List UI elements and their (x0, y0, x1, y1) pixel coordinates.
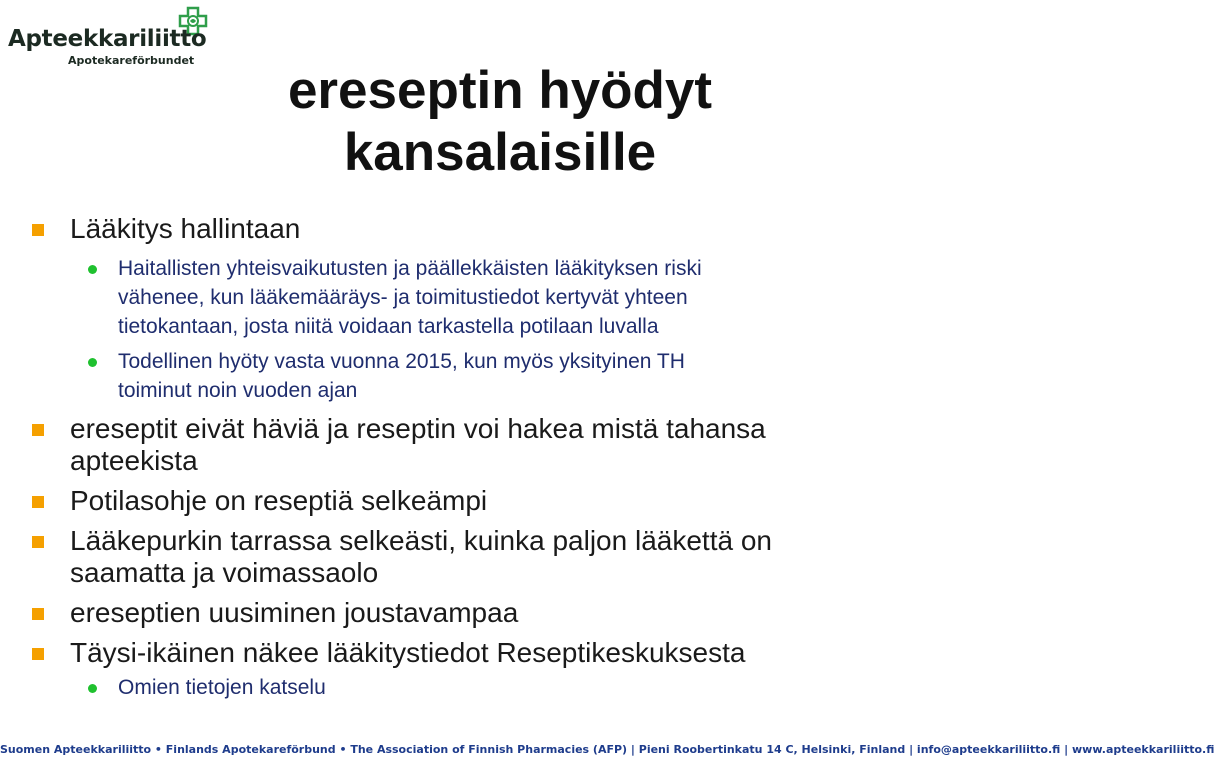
sub-bullet-text-line: Haitallisten yhteisvaikutusten ja päällekkäisten lääkityksen riski (118, 257, 702, 280)
bullet-text-line: Täysi-ikäinen näkee lääkitystiedot Reseptikeskuksesta (70, 637, 746, 668)
bullet-text-line: apteekista (70, 445, 198, 476)
bullet-text-line: ereseptien uusiminen joustavampaa (70, 597, 519, 628)
bullet-text-line: saamatta ja voimassaolo (70, 557, 379, 588)
round-bullet-icon (88, 358, 97, 367)
square-bullet-icon (32, 224, 44, 236)
sub-bullet-text-line: vähenee, kun lääkemääräys- ja toimitustiedot kertyvät yhteen (118, 286, 688, 309)
bullet-item (30, 597, 950, 629)
sub-bullet-text-line: Todellinen hyöty vasta vuonna 2015, kun myös yksityinen TH (118, 350, 685, 373)
apteekkariliitto-logo (6, 6, 211, 68)
square-bullet-icon (32, 536, 44, 548)
bullet-text-line: Lääkitys hallintaan (70, 213, 301, 244)
bullet-item (30, 637, 950, 669)
bullet-item (30, 525, 950, 589)
bullet-item (30, 485, 950, 517)
sub-bullet-item (30, 673, 950, 702)
sub-bullet-item (30, 254, 950, 341)
round-bullet-icon (88, 684, 97, 693)
bullet-text-line: Lääkepurkin tarrassa selkeästi, kuinka paljon lääkettä on (70, 525, 772, 556)
logo-subtitle: Apotekareförbundet (68, 54, 195, 67)
square-bullet-icon (32, 496, 44, 508)
sub-bullet-item (30, 347, 950, 405)
bullet-item (30, 213, 950, 245)
bullet-item (30, 413, 950, 477)
sub-bullet-text-line: Omien tietojen katselu (118, 676, 326, 699)
bullet-text-line: Potilasohje on reseptiä selkeämpi (70, 485, 488, 516)
footer-contact-info: Suomen Apteekkariliitto • Finlands Apotekareförbund • The Association of Finnish Pharmacies (AFP) | Pieni Roobertinkatu 14 C, Helsinki, Finland | info@apteekkariliitto.fi | www.apteekkariliitto.fi (0, 743, 1214, 756)
sub-bullet-text-line: toiminut noin vuoden ajan (118, 379, 358, 402)
bullet-text-line: ereseptit eivät häviä ja reseptin voi hakea mistä tahansa (70, 413, 766, 444)
sub-bullet-text-line: tietokantaan, josta niitä voidaan tarkastella potilaan luvalla (118, 315, 659, 338)
round-bullet-icon (88, 265, 97, 274)
square-bullet-icon (32, 424, 44, 436)
bullet-list (30, 213, 950, 702)
logo-name: Apteekkariliitto (8, 26, 207, 52)
slide-title-line-1: ereseptin hyödyt (287, 61, 713, 120)
square-bullet-icon (32, 608, 44, 620)
slide-title-line-2: kansalaisille (343, 123, 657, 182)
slide-title (200, 60, 800, 184)
square-bullet-icon (32, 648, 44, 660)
